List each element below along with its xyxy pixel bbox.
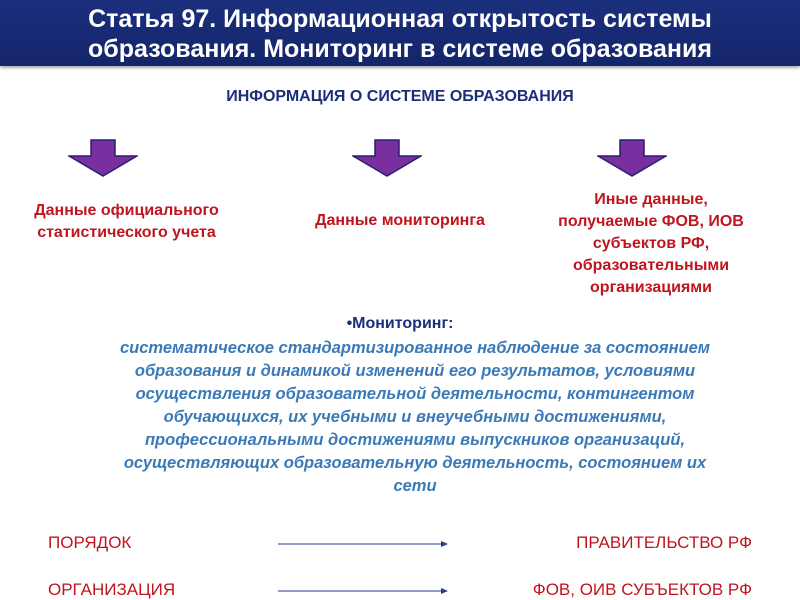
definition-line: систематическое стандартизированное наблюдение за состоянием	[119, 339, 711, 357]
down-arrow-icon	[597, 139, 667, 177]
right-arrow-icon	[278, 539, 448, 549]
slide-title-line-1: Статья 97. Информационная открытость системы	[88, 5, 712, 33]
column-line: получаемые ФОВ, ИОВ	[558, 213, 744, 230]
column-line: Данные мониторинга	[315, 212, 485, 229]
down-arrow-icon	[352, 139, 422, 177]
definition-line: образования и динамикой изменений его результатов, условиями	[134, 362, 696, 380]
row-label-order: ПОРЯДОК	[48, 533, 132, 552]
down-arrow-icon	[68, 139, 138, 177]
column-line: субъектов РФ,	[592, 235, 710, 252]
definition-line: осуществляющих образовательную деятельность, состоянием их	[123, 454, 707, 472]
column-monitoring-data	[285, 210, 515, 232]
row-value-authorities: ФОВ, ОИВ СУБЪЕКТОВ РФ	[532, 580, 752, 599]
definition-line: осуществления образовательной деятельности, контингентом	[135, 385, 695, 403]
row-value-government: ПРАВИТЕЛЬСТВО РФ	[576, 533, 752, 552]
row-label-organization: ОРГАНИЗАЦИЯ	[48, 580, 176, 599]
definition-body	[50, 337, 780, 498]
section-heading: ИНФОРМАЦИЯ О СИСТЕМЕ ОБРАЗОВАНИЯ	[226, 88, 574, 105]
column-line: Иные данные,	[594, 191, 708, 208]
definition-line: сети	[393, 477, 437, 495]
definition-line: обучающихся, их учебными и внеучебными достижениями,	[163, 408, 667, 426]
column-line: статистического учета	[37, 224, 216, 241]
definition-line: профессиональными достижениями выпускников организаций,	[144, 431, 686, 449]
definition-title: •Мониторинг:	[346, 315, 454, 332]
slide-header	[0, 0, 800, 66]
right-arrow-icon	[278, 586, 448, 596]
slide-title-line-2: образования. Мониторинг в системе образования	[88, 35, 712, 63]
column-line: организациями	[590, 279, 712, 296]
column-line: Данные официального	[34, 202, 219, 219]
column-other-data	[527, 189, 775, 299]
column-line: образовательными	[572, 257, 730, 274]
column-official-statistics	[4, 200, 249, 244]
